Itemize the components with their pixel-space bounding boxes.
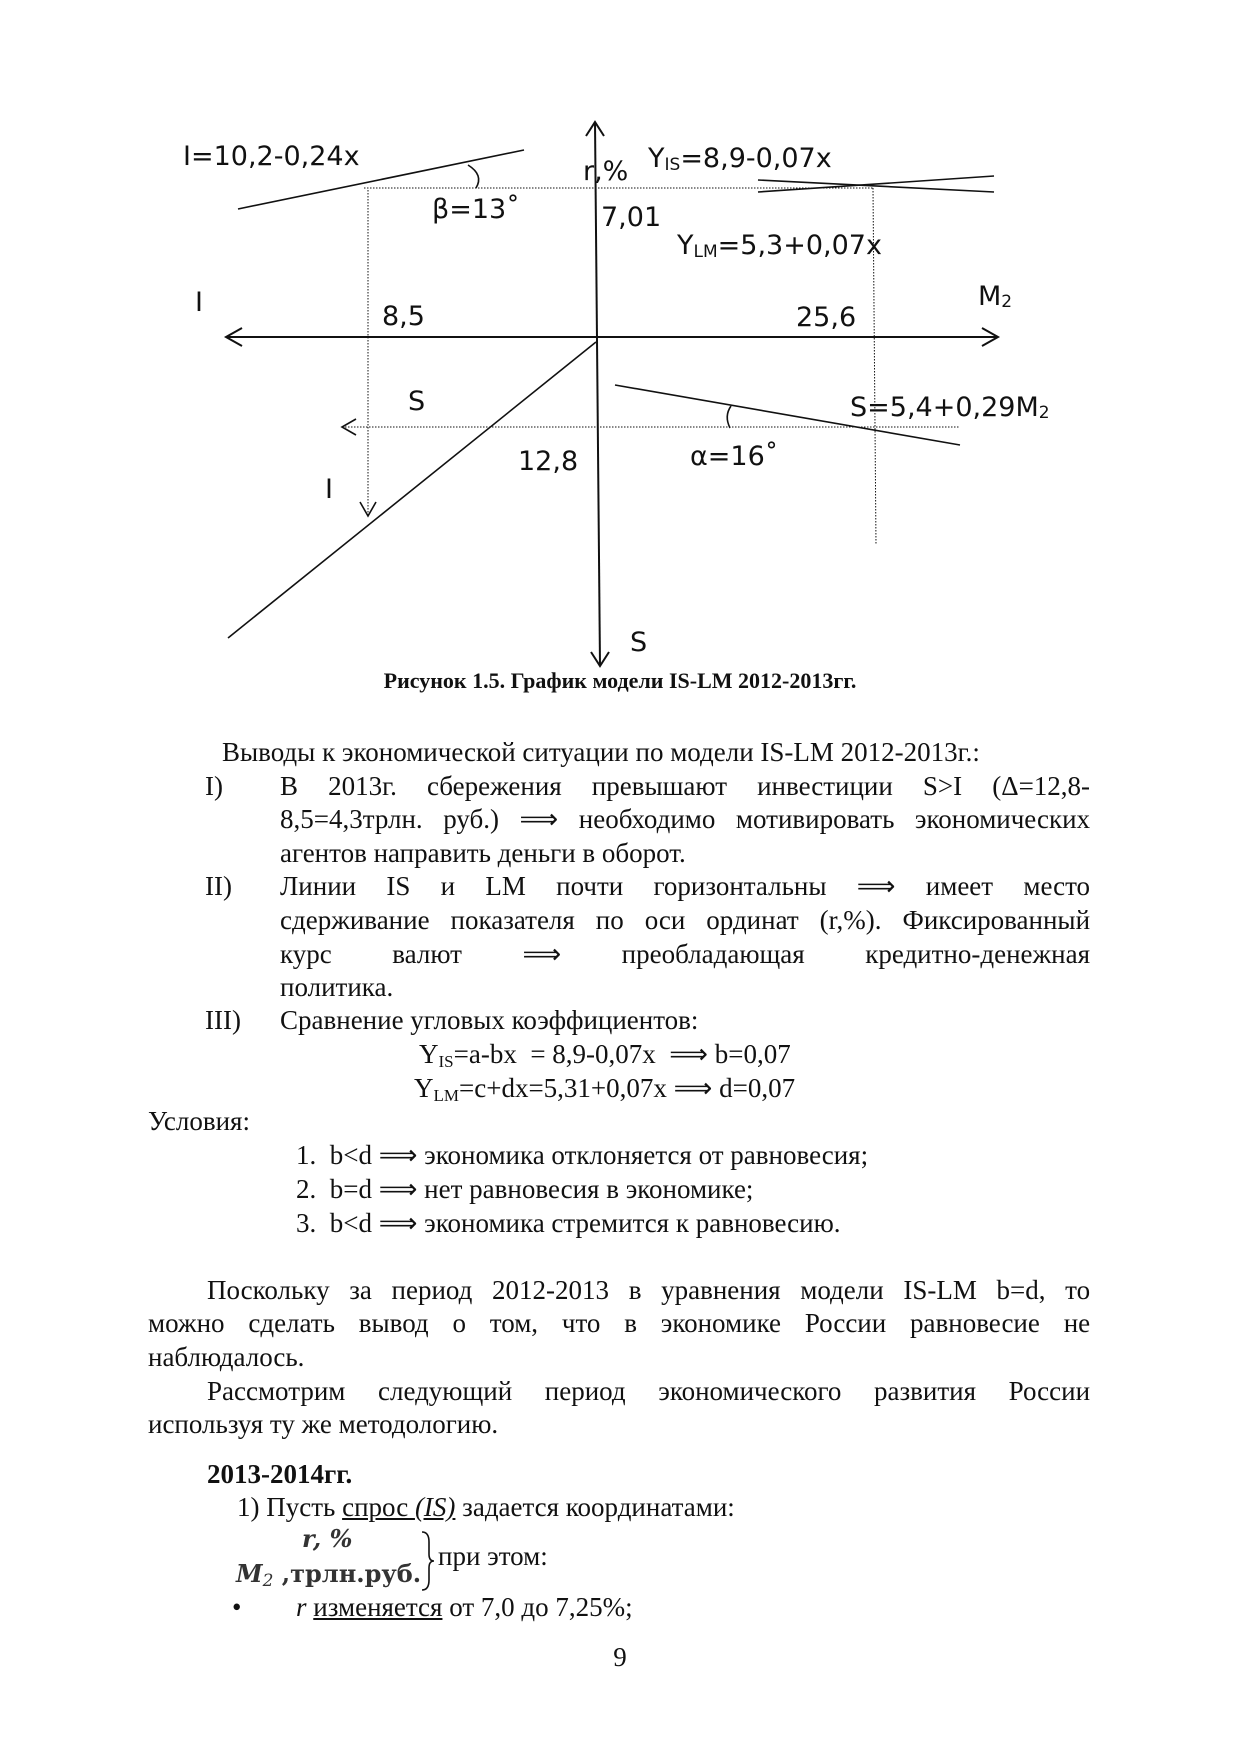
figure-caption: Рисунок 1.5. График модели IS-LM 2012-2013гг. bbox=[383, 668, 857, 693]
formula-is: $Y_{IS}=a-bx = 8,9-0,07x$ ⟹ b=0,07 bbox=[419, 1039, 791, 1071]
coords-top: r, % bbox=[302, 1524, 353, 1553]
item-1-line-2: 8,5=4,3трлн. руб.) ⟹ необходимо мотивировать экономических bbox=[280, 804, 1091, 834]
item-1-line-1: В 2013г. сбережения превышают инвестиции S>I (Δ=12,8- bbox=[280, 771, 1091, 801]
alpha-angle-arc bbox=[727, 406, 731, 428]
beta-angle-label: β=13˚ bbox=[432, 194, 520, 225]
item-1-line-3: агентов направить деньги в оборот. bbox=[280, 838, 686, 868]
coords-brace bbox=[420, 1530, 436, 1592]
left-axis-label: I bbox=[195, 287, 203, 318]
point-1: 1) Пусть спрос (IS) задается координатами: bbox=[237, 1492, 735, 1522]
condition-3: 3. b<d ⟹ экономика стремится к равновесию. bbox=[296, 1208, 841, 1238]
item-3-text: Сравнение угловых коэффициентов: bbox=[280, 1005, 699, 1035]
bullet-text: r изменяется от 7,0 до 7,25%; bbox=[296, 1592, 633, 1622]
investment-equation: I=10,2-0,24x bbox=[183, 141, 360, 172]
m2-value-label: 25,6 bbox=[796, 302, 857, 333]
vertical-axis bbox=[595, 122, 600, 666]
item-2-line-2: сдерживание показателя по оси ординат (r,%). Фиксированный bbox=[280, 905, 1091, 935]
i-value-label: 8,5 bbox=[382, 301, 425, 332]
is-lm-diagram bbox=[0, 0, 1240, 680]
r-axis-label: r,% bbox=[583, 156, 629, 187]
coords-after: при этом: bbox=[438, 1541, 548, 1571]
page-number: 9 bbox=[613, 1642, 627, 1672]
bottom-axis-label: S bbox=[630, 627, 648, 658]
item-2-line-3: курс валют ⟹ преобладающая кредитно-денежная bbox=[280, 939, 1091, 969]
section-heading: 2013-2014гг. bbox=[207, 1459, 353, 1489]
r-value-label: 7,01 bbox=[601, 202, 662, 233]
s-arrow-label: S bbox=[408, 386, 426, 417]
i-arrow-label: I bbox=[325, 474, 333, 505]
item-3-marker: III) bbox=[205, 1005, 241, 1035]
paragraph-1-line-1: Поскольку за период 2012-2013 в уравнения модели IS-LM b=d, то bbox=[207, 1275, 1091, 1305]
item-2-marker: II) bbox=[205, 871, 232, 901]
paragraph-1-line-3: наблюдалось. bbox=[148, 1342, 305, 1372]
item-1-marker: I) bbox=[205, 771, 223, 801]
s-value-label: 12,8 bbox=[518, 446, 579, 477]
item-2-line-4: политика. bbox=[280, 972, 394, 1002]
paragraph-2-line-2: используя ту же методологию. bbox=[148, 1409, 499, 1439]
coords-bottom: $M_2$ ,трлн.руб. bbox=[236, 1559, 422, 1591]
condition-2: 2. b=d ⟹ нет равновесия в экономике; bbox=[296, 1174, 754, 1204]
paragraph-2-line-1: Рассмотрим следующий период экономического развития России bbox=[207, 1376, 1091, 1406]
ylm-equation: YLM=5,3+0,07x bbox=[677, 230, 882, 262]
beta-angle-arc bbox=[468, 165, 479, 188]
item-2-line-1: Линии IS и LM почти горизонтальны ⟹ имеет место bbox=[280, 871, 1091, 901]
condition-1: 1. b<d ⟹ экономика отклоняется от равновесия; bbox=[296, 1140, 869, 1170]
right-axis-label: M2 bbox=[978, 281, 1013, 312]
formula-lm: $Y_{LM}=c+dx=5,31+0,07x$ ⟹ d=0,07 bbox=[414, 1073, 796, 1105]
conditions-label: Условия: bbox=[148, 1106, 250, 1136]
alpha-angle-label: α=16˚ bbox=[690, 441, 779, 472]
s-equation: S=5,4+0,29M2 bbox=[850, 392, 1050, 423]
paragraph-1-line-2: можно сделать вывод о том, что в экономике России равновесие не bbox=[148, 1308, 1091, 1338]
bullet-marker: • bbox=[232, 1592, 242, 1622]
yis-equation: YIS=8,9-0,07x bbox=[648, 143, 832, 175]
conclusions-heading: Выводы к экономической ситуации по модели IS-LM 2012-2013г.: bbox=[222, 737, 980, 767]
